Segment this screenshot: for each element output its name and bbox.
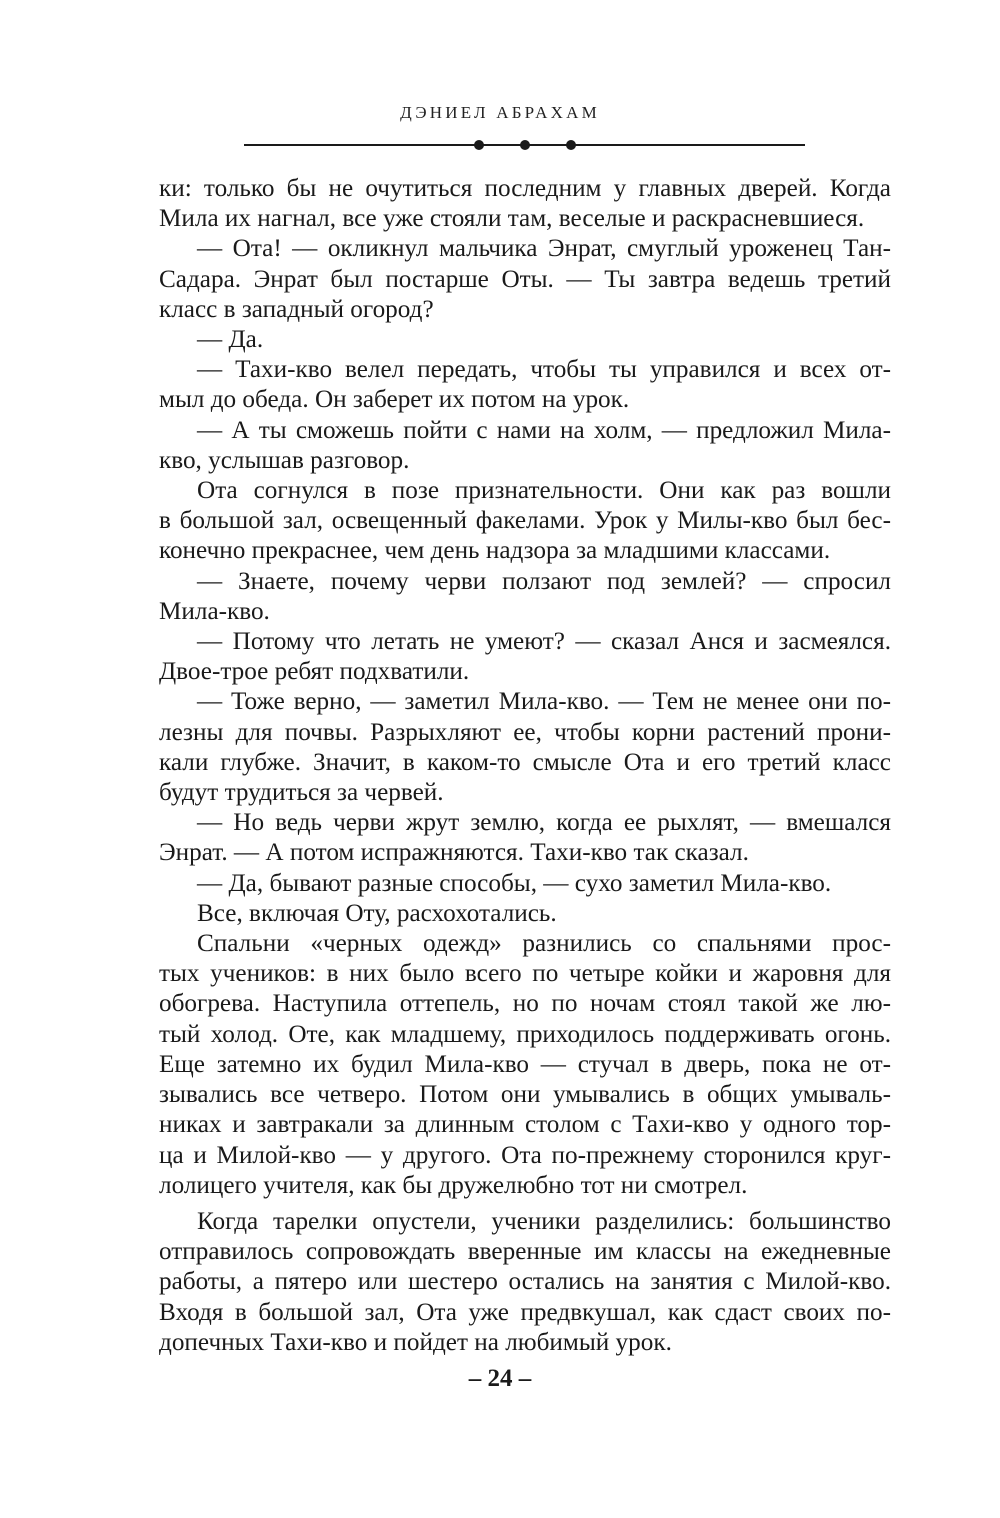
paragraph (159, 355, 891, 415)
paragraph (159, 234, 891, 325)
paragraph (159, 174, 891, 234)
paragraph (159, 899, 891, 929)
text-line: Мила-кво. (159, 597, 270, 625)
ornament-dot-icon (474, 140, 484, 150)
text-line: Спальни «черных одежд» разнились со спальнями прос- (197, 930, 891, 958)
text-line: — Тахи-кво велел передать, чтобы ты управился и всех от- (197, 356, 891, 384)
text-line: Ота согнулся в позе признательности. Они как раз вошли (197, 477, 891, 505)
text-line: обогрева. Наступила оттепель, но по ночам стоял такой же лю- (159, 990, 891, 1018)
paragraph (159, 416, 891, 476)
paragraph (159, 567, 891, 627)
text-line: — А ты сможешь пойти с нами на холм, — предложил Мила- (197, 416, 891, 444)
text-line: Все, включая Оту, расхохотались. (197, 899, 557, 927)
text-line: — Знаете, почему черви ползают под землей? — спросил (197, 567, 891, 595)
text-line: — Да, бывают разные способы, — сухо заметил Мила-кво. (197, 869, 832, 897)
text-line: — Но ведь черви жрут землю, когда ее рыхлят, — вмешался (197, 809, 891, 837)
paragraph (159, 1207, 891, 1358)
text-line: Еще затемно их будил Мила-кво — стучал в дверь, пока не от- (159, 1050, 891, 1078)
paragraph (159, 808, 891, 868)
text-line: Когда тарелки опустели, ученики разделились: большинство (197, 1207, 891, 1235)
text-line: никах и завтракали за длинным столом с Тахи-кво у одного тор- (159, 1111, 891, 1139)
text-line: лезны для почвы. Разрыхляют ее, чтобы корни растений прони- (159, 718, 891, 746)
text-line: — Тоже верно, — заметил Мила-кво. — Тем не менее они по- (197, 688, 891, 716)
paragraph (159, 325, 891, 355)
paragraph (159, 929, 891, 1201)
text-line: допечных Тахи-кво и пойдет на любимый урок. (159, 1328, 672, 1356)
text-line: конечно прекраснее, чем день надзора за младшими классами. (159, 537, 831, 565)
text-line: будут трудиться за червей. (159, 779, 444, 807)
text-line: Входя в большой зал, Ота уже предвкушал, как сдаст своих по- (159, 1298, 891, 1326)
text-line: тый холод. Оте, как младшему, приходилось поддерживать огонь. (159, 1020, 891, 1048)
text-line: кво, услышав разговор. (159, 446, 410, 474)
text-line: зывались все четверо. Потом они умывались в общих умываль- (159, 1081, 891, 1109)
page-number: – 24 – (468, 1365, 532, 1392)
ornament-dot-icon (520, 140, 530, 150)
text-line: мыл до обеда. Он заберет их потом на урок. (159, 386, 630, 414)
paragraph (159, 869, 891, 899)
text-line: Двое-трое ребят подхватили. (159, 658, 470, 686)
paragraph (159, 687, 891, 808)
text-line: класс в западный огород? (159, 295, 434, 323)
text-line: работы, а пятеро или шестеро остались на занятия с Милой-кво. (159, 1268, 891, 1296)
text-line: в большой зал, освещенный факелами. Урок у Милы-кво был бес- (159, 507, 891, 535)
text-line: — Потому что летать не умеют? — сказал Анся и засмеялся. (197, 628, 891, 656)
text-line: Энрат. — А потом испражняются. Тахи-кво так сказал. (159, 839, 749, 867)
text-line: тых учеников: в них было всего по четыре койки и жаровня для (159, 960, 891, 988)
body-text (159, 174, 891, 1358)
text-line: — Ота! — окликнул мальчика Энрат, смуглый уроженец Тан- (197, 235, 891, 263)
text-line: кали глубже. Значит, в каком-то смысле Ота и его третий класс (159, 748, 891, 776)
text-line: ца и Милой-кво — у другого. Ота по-прежнему сторонился круг- (159, 1141, 891, 1169)
paragraph (159, 476, 891, 567)
text-line: ки: только бы не очутиться последним у главных дверей. Когда (159, 175, 891, 202)
ornament-dot-icon (566, 140, 576, 150)
text-line: — Да. (197, 326, 264, 354)
text-line: Садара. Энрат был постарше Оты. — Ты завтра ведешь третий (159, 265, 891, 293)
running-head: ДЭНИЕЛ АБРАХАМ (400, 103, 600, 122)
header-ornament-rule (244, 144, 805, 147)
text-line: лолицего учителя, как бы дружелюбно тот ни смотрел. (159, 1171, 748, 1199)
running-head-container (0, 103, 1000, 123)
paragraph (159, 627, 891, 687)
text-line: отправилось сопровождать вверенные им классы на ежедневные (159, 1238, 891, 1266)
text-line: Мила их нагнал, все уже стояли там, веселые и раскрасневшиеся. (159, 205, 865, 233)
